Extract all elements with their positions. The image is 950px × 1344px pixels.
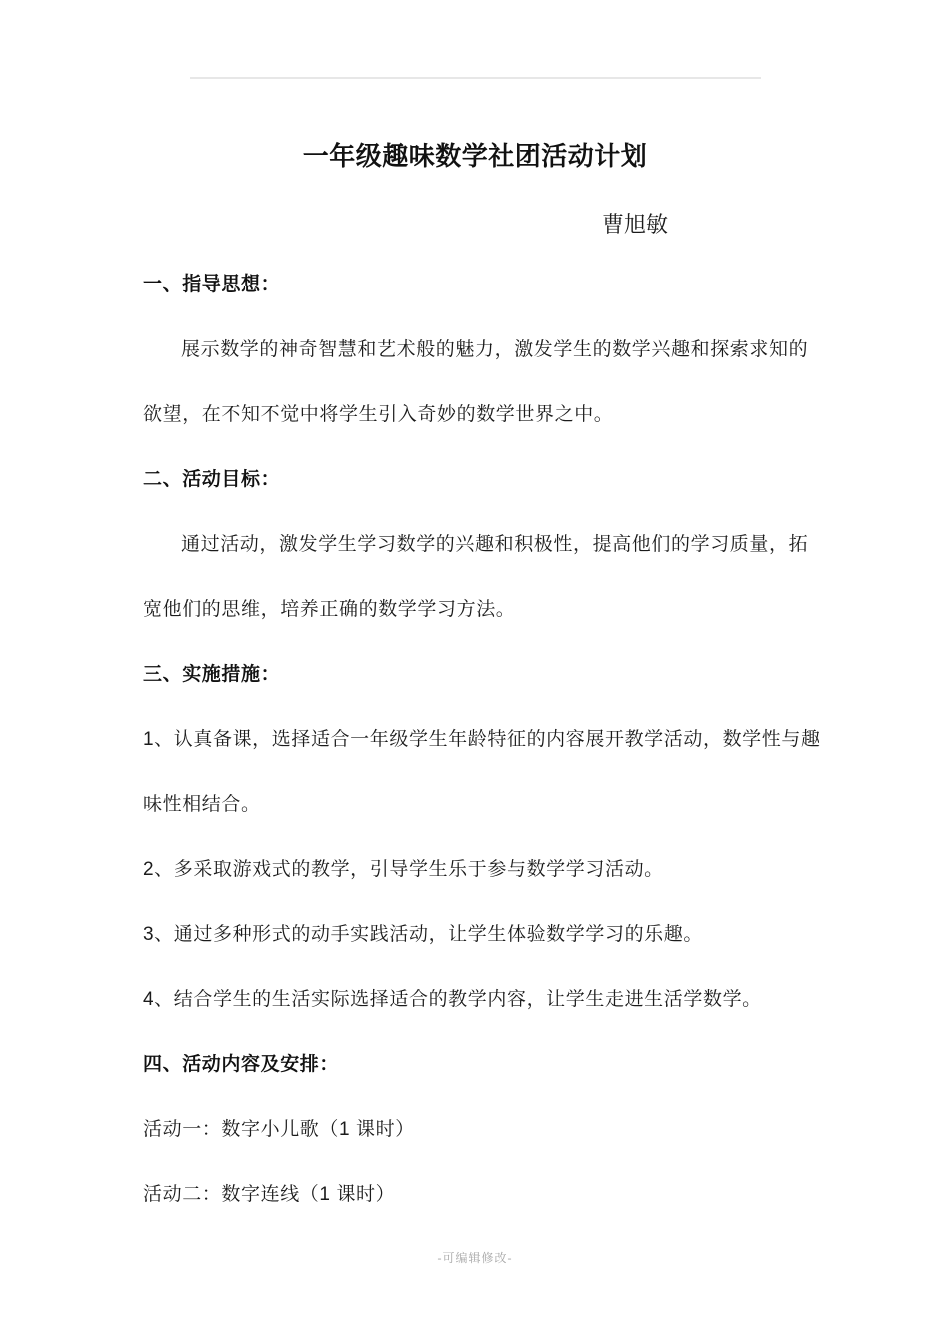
header-divider <box>190 77 761 79</box>
document-title: 一年级趣味数学社团活动计划 <box>302 141 648 171</box>
section-heading-implementation-measures: 三、实施措施： <box>143 664 281 685</box>
document-body <box>143 252 833 1227</box>
activity-line: 活动一：数字小儿歌（1 课时） <box>143 1119 415 1140</box>
list-item-line: 味性相结合。 <box>143 794 261 815</box>
section-heading-activity-goals: 二、活动目标： <box>143 469 281 490</box>
list-item-line: 1、认真备课，选择适合一年级学生年龄特征的内容展开教学活动，数学性与趣 <box>143 729 821 750</box>
activity-line: 活动二：数字连线（1 课时） <box>143 1184 396 1205</box>
section-heading-activity-content-schedule: 四、活动内容及安排： <box>143 1054 340 1075</box>
paragraph-line: 宽他们的思维，培养正确的数学学习方法。 <box>143 599 516 620</box>
list-item-line: 4、结合学生的生活实际选择适合的教学内容，让学生走进生活学数学。 <box>143 989 762 1010</box>
paragraph-line: 通过活动，激发学生学习数学的兴趣和积极性，提高他们的学习质量，拓 <box>181 534 809 555</box>
section-heading-guiding-ideology: 一、指导思想： <box>143 274 281 295</box>
list-item-line: 3、通过多种形式的动手实践活动，让学生体验数学学习的乐趣。 <box>143 924 703 945</box>
author-name: 曹旭敏 <box>602 212 669 237</box>
footer-watermark: -可编辑修改- <box>437 1251 513 1265</box>
list-item-line: 2、多采取游戏式的教学，引导学生乐于参与数学学习活动。 <box>143 859 664 880</box>
paragraph-line: 展示数学的神奇智慧和艺术般的魅力，激发学生的数学兴趣和探索求知的 <box>181 339 809 360</box>
paragraph-line: 欲望，在不知不觉中将学生引入奇妙的数学世界之中。 <box>143 404 614 425</box>
